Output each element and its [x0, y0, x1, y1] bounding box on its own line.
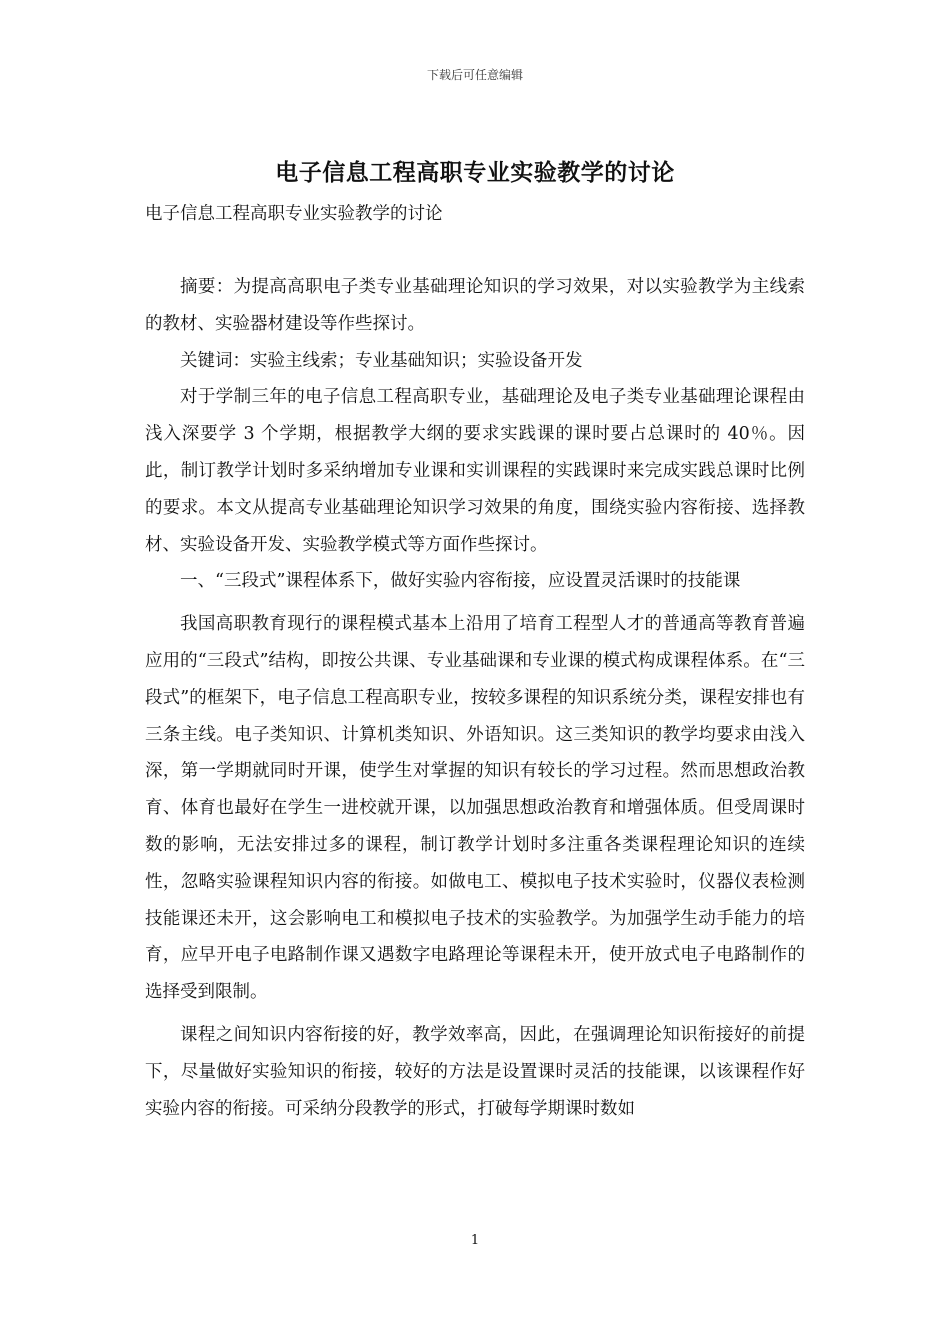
document-body — [145, 269, 805, 1127]
keywords-paragraph: 关键词：实验主线索；专业基础知识；实验设备开发 — [180, 350, 583, 371]
body-paragraph: 我国高职教育现行的课程模式基本上沿用了培育工程型人才的普通高等教育普遍应用的“三段式”结构，即按公共课、专业基础课和专业课的模式构成课程体系。在“三段式”的框架下，电子信息工程高职专业，按较多课程的知识系统分类，课程安排也有三条主线。电子类知识、计算机类知识、外语知识。这三类知识的教学均要求由浅入深，第一学期就同时开课，使学生对掌握的知识有较长的学习过程。然而思想政治教育、体育也最好在学生一进校就开课，以加强思想政治教育和增强体质。但受周课时数的影响，无法安排过多的课程，制订教学计划时多注重各类课程理论知识的连续性，忽略实验课程知识内容的衔接。如做电工、模拟电子技术实验时，仪器仪表检测技能课还未开，这会影响电工和模拟电子技术的实验教学。为加强学生动手能力的培育，应早开电子电路制作课又遇数字电路理论等课程未开，使开放式电子电路制作的选择受到限制。 — [145, 614, 805, 1003]
body-paragraph: 课程之间知识内容衔接的好，教学效率高，因此，在强调理论知识衔接好的前提下，尽量做好实验知识的衔接，较好的方法是设置课时灵活的技能课，以该课程作好实验内容的衔接。可采纳分段教学的形式，打破每学期课时数如 — [145, 1024, 805, 1119]
document-subtitle: 电子信息工程高职专业实验教学的讨论 — [145, 204, 443, 224]
document-title: 电子信息工程高职专业实验教学的讨论 — [275, 159, 675, 186]
body-paragraph: 对于学制三年的电子信息工程高职专业，基础理论及电子类专业基础理论课程由浅入深要学 3 个学期，根据教学大纲的要求实践课的课时要占总课时的 40％。因此，制订教学计划时多采纳增加专业课和实训课程的实践课时来完成实践总课时比例的要求。本文从提高专业基础理论知识学习效果的角度，围绕实验内容衔接、选择教材、实验设备开发、实验教学模式等方面作些探讨。 — [145, 387, 805, 555]
section-heading: 一、“三段式”课程体系下，做好实验内容衔接，应设置灵活课时的技能课 — [180, 571, 741, 592]
page-header-note: 下载后可任意编辑 — [426, 68, 523, 82]
abstract-paragraph: 摘要：为提高高职电子类专业基础理论知识的学习效果，对以实验教学为主线索的教材、实验器材建设等作些探讨。 — [145, 277, 805, 334]
page-number: 1 — [470, 1233, 480, 1248]
